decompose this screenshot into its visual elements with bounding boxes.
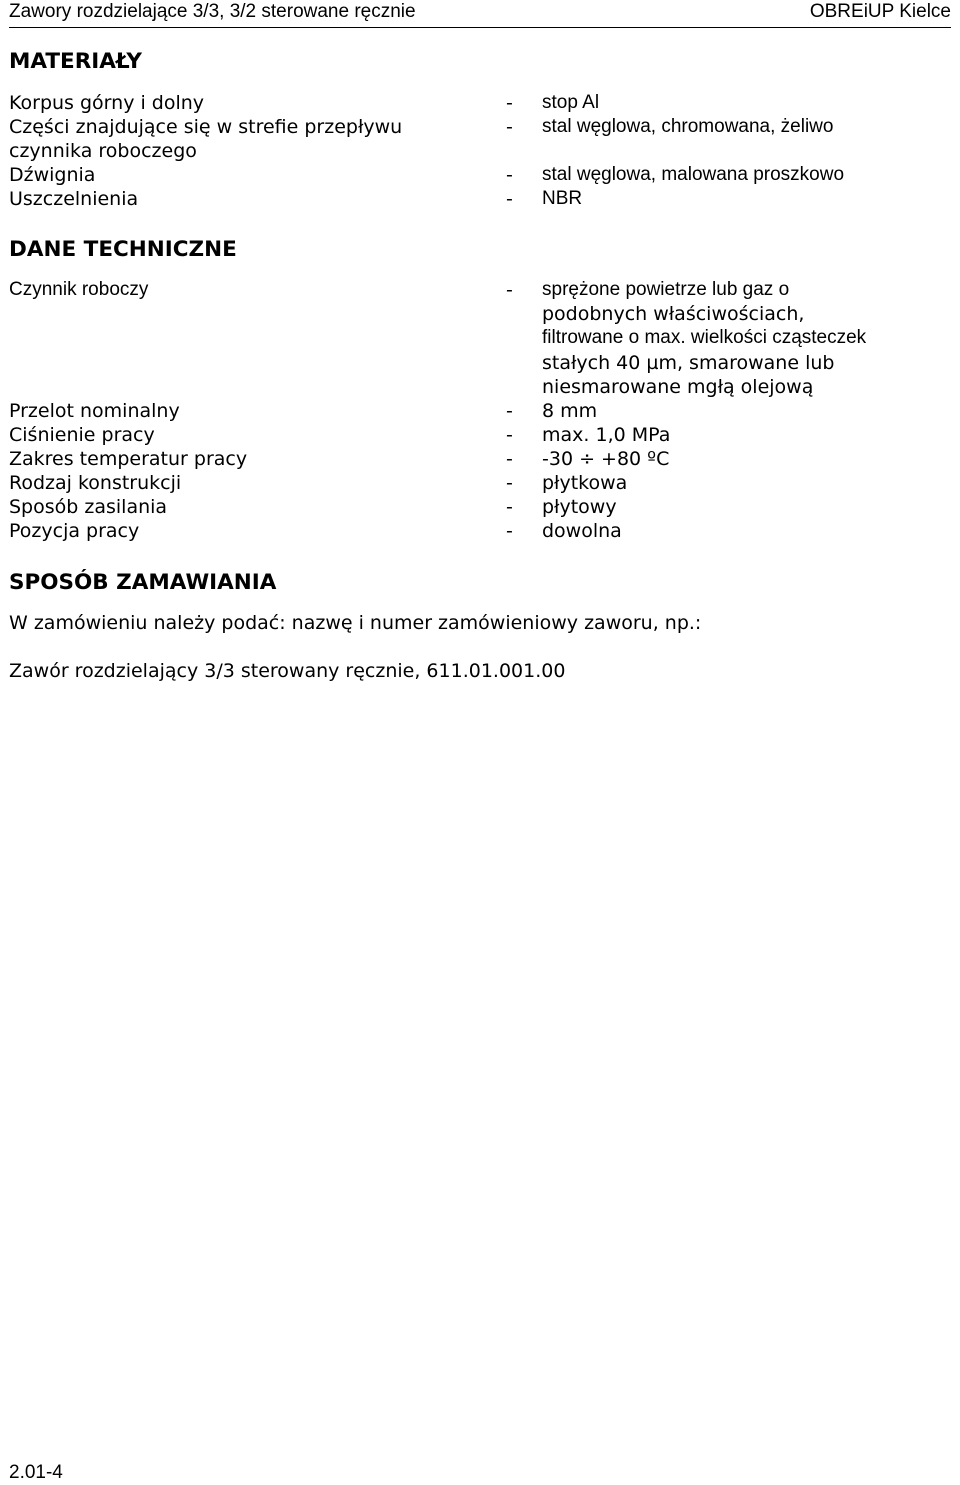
ordering-example: Zawór rozdzielający 3/3 sterowany ręcznie, 611.01.001.00 <box>9 660 566 682</box>
ordering-heading: SPOSÓB ZAMAWIANIA <box>9 570 277 595</box>
row-label: Pozycja pracy <box>9 520 140 542</box>
row-value: dowolna <box>542 520 622 542</box>
row-dash: - <box>506 448 513 470</box>
description-line: filtrowane o max. wielkości cząsteczek <box>542 327 867 349</box>
row-label: Części znajdujące się w strefie przepływu <box>9 116 403 138</box>
row-dash: - <box>506 496 513 518</box>
document-title: Zawory rozdzielające 3/3, 3/2 sterowane ręcznie <box>9 1 416 22</box>
materials-heading: MATERIAŁY <box>9 49 142 74</box>
row-dash: - <box>506 520 513 542</box>
page-header <box>9 0 951 28</box>
row-value: 8 mm <box>542 400 598 422</box>
row-value: stal węglowa, malowana proszkowo <box>542 164 845 185</box>
description-line: podobnych właściwościach, <box>542 303 805 326</box>
row-value: -30 ÷ +80 ºC <box>542 448 670 470</box>
row-value: stal węglowa, chromowana, żeliwo <box>542 116 834 137</box>
technical-heading: DANE TECHNICZNE <box>9 237 237 262</box>
row-dash: - <box>506 116 513 138</box>
row-label: Sposób zasilania <box>9 496 168 518</box>
row-value: płytkowa <box>542 472 628 494</box>
ordering-instruction: W zamówieniu należy podać: nazwę i numer zamówieniowy zaworu, np.: <box>9 612 702 634</box>
row-label: Przelot nominalny <box>9 400 180 422</box>
row-dash: - <box>506 279 513 301</box>
description-line: sprężone powietrze lub gaz o <box>542 279 790 300</box>
page-number: 2.01-4 <box>9 1462 63 1483</box>
row-value: płytowy <box>542 496 617 518</box>
row-dash: - <box>506 400 513 422</box>
row-label: czynnika roboczego <box>9 140 197 162</box>
medium-row <box>9 278 951 400</box>
row-label: Ciśnienie pracy <box>9 424 155 446</box>
row-label: Rodzaj konstrukcji <box>9 472 182 494</box>
company-name: OBREiUP Kielce <box>809 1 951 22</box>
row-label: Czynnik roboczy <box>9 279 149 300</box>
row-label: Zakres temperatur pracy <box>9 448 248 470</box>
description-line: niesmarowane mgłą olejową <box>542 375 814 398</box>
row-label: Uszczelnienia <box>9 188 139 210</box>
description-line: stałych 40 µm, smarowane lub <box>542 351 835 374</box>
row-value: stop Al <box>542 92 600 113</box>
row-label: Korpus górny i dolny <box>9 92 205 114</box>
row-label: Dźwignia <box>9 164 96 186</box>
row-dash: - <box>506 164 513 186</box>
row-dash: - <box>506 92 513 114</box>
medium-description <box>542 278 952 399</box>
row-dash: - <box>506 472 513 494</box>
row-value: max. 1,0 MPa <box>542 424 671 446</box>
row-value: NBR <box>542 188 583 209</box>
row-dash: - <box>506 424 513 446</box>
row-dash: - <box>506 188 513 210</box>
